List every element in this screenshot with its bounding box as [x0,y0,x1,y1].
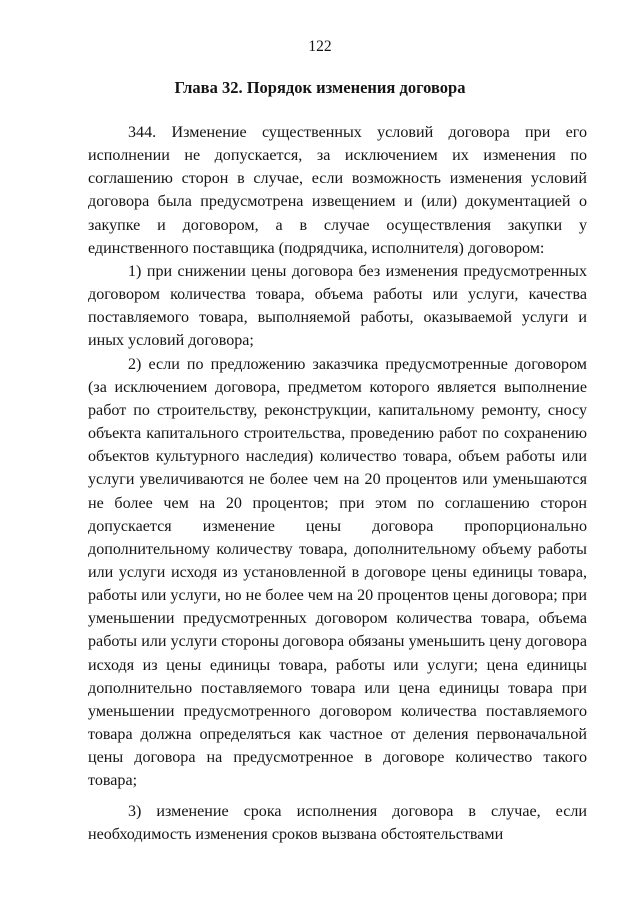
paragraph-344: 344. Изменение существенных условий договора при его исполнении не допускается, за исключением их изменения по соглашению сторон в случае, если возможность изменения условий договора была предусмотрена извещением и (или) документацией о закупке и договором, а в случае осуществления закупки у единственного поставщика (подрядчика, исполнителя) договором: [88,124,587,257]
page-number: 122 [308,38,332,55]
paragraph-item-3: 3) изменение срока исполнения договора в случае, если необходимость изменения сроков вызвана обстоятельствами [88,802,587,843]
paragraph-item-2: 2) если по предложению заказчика предусмотренные договором (за исключением договора, предметом которого является выполнение работ по строительству, реконструкции, капитальному ремонту, сносу объекта капитального строительства, проведению работ по сохранению объектов культурного наследия) количество товара, объем работы или услуги увеличиваются не более чем на 20 процентов или уменьшаются не более чем на 20 процентов; при этом по соглашению сторон допускается изменение цены договора пропорционально дополнительному количеству товара, дополнительному объему работы или услуги исходя из установленной в договоре цены единицы товара, работы или услуги, но не более чем на 20 процентов цены договора; при уменьшении предусмотренных договором количества товара, объема работы или услуги стороны договора обязаны уменьшить цену договора исходя из цены единицы товара, работы или услуги; цена единицы дополнительно поставляемого товара или цена единицы товара при уменьшении предусмотренного договором количества поставляемого товара должна определяться как частное от деления первоначальной цены договора на предусмотренное в договоре количество такого товара; [88,355,587,790]
paragraph-item-1: 1) при снижении цены договора без изменения предусмотренных договором количества товара, объема работы или услуги, качества поставляемого товара, выполняемой работы, оказываемой услуги и иных условий договора; [88,262,587,350]
chapter-title: Глава 32. Порядок изменения договора [174,78,466,97]
document-body [88,121,587,846]
